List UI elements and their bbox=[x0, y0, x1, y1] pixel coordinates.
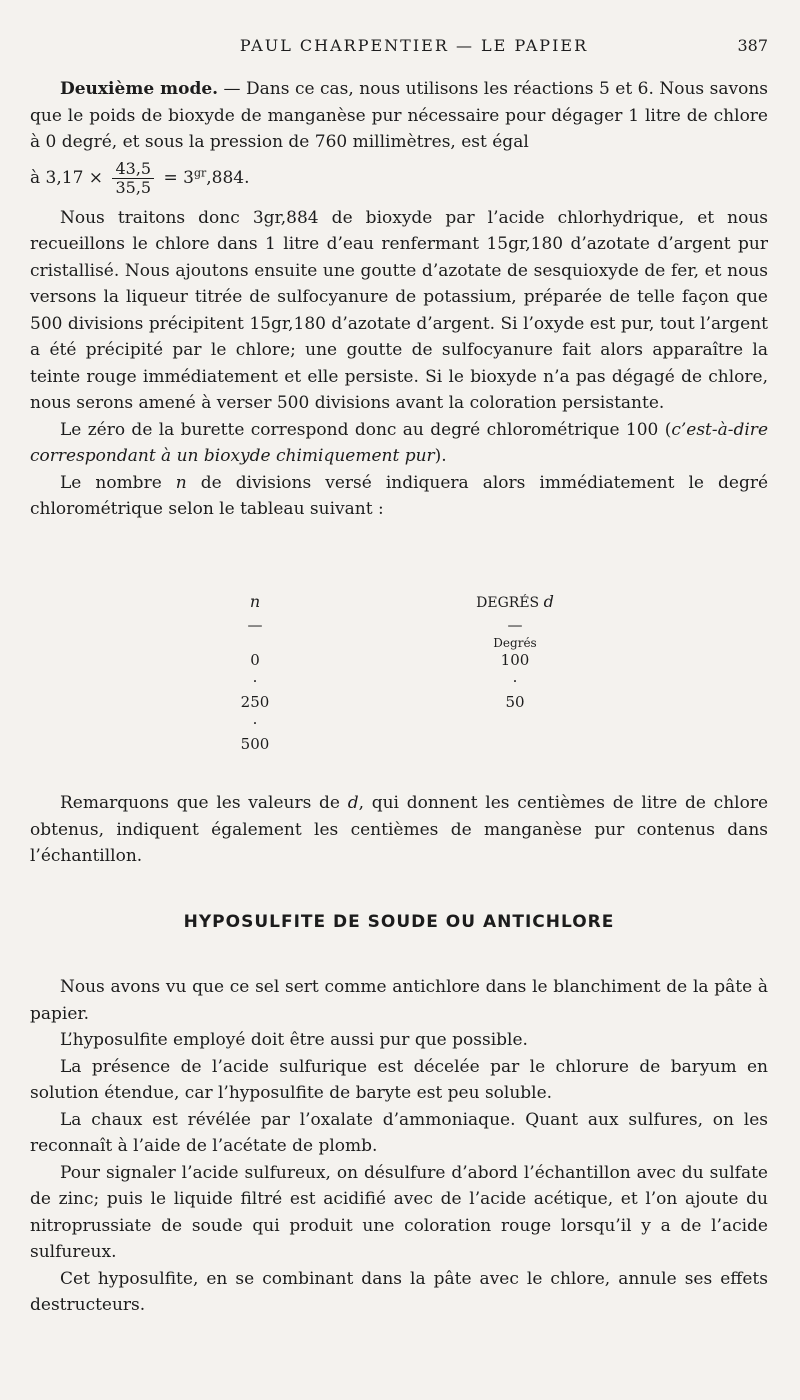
formula bbox=[30, 160, 768, 197]
column-header-d: DEGRÉS d bbox=[476, 592, 554, 611]
formula-equals: = 3 bbox=[163, 167, 194, 188]
table-column-d bbox=[460, 592, 570, 754]
table-cell bbox=[460, 734, 570, 754]
table-dot: · bbox=[252, 672, 258, 690]
paragraph-text: Remarquons que les valeurs de bbox=[60, 793, 348, 813]
formula-unit: gr bbox=[193, 165, 207, 179]
paragraph: Pour signaler l’acide sulfureux, on désulfure d’abord l’échantillon avec du sulfate de zinc; puis le liquide filtré est acidifié avec de l’acide acétique, et l’on ajoute du nitroprussiate de soude qui produit une coloration rouge lorsqu’il y a de l’acide sulfureux. bbox=[30, 1162, 768, 1262]
variable-n: n bbox=[175, 472, 187, 493]
unit-label: Degrés bbox=[493, 636, 537, 650]
table-cell: 500 bbox=[240, 735, 270, 753]
paragraph: Cet hyposulfite, en se combinant dans la pâte avec le chlore, annule ses effets destructeurs. bbox=[30, 1268, 768, 1315]
paragraph-text: de divisions versé indiquera alors immédiatement le degré chlorométrique selon le tableau suivant : bbox=[30, 472, 769, 519]
lower-text-block bbox=[30, 974, 768, 1319]
remark-block bbox=[30, 790, 768, 870]
table-cell: 100 bbox=[500, 651, 530, 669]
paragraph-remark bbox=[30, 790, 768, 870]
paragraph: La présence de l’acide sulfurique est décelée par le chlorure de baryum en solution étendue, car l’hyposulfite de baryte est peu soluble. bbox=[30, 1056, 768, 1103]
table-dot: · bbox=[512, 672, 518, 690]
table-column-n bbox=[210, 592, 300, 754]
page-number: 387 bbox=[737, 36, 768, 55]
formula-prefix: à 3,17 × bbox=[30, 167, 104, 188]
variable-d: d bbox=[347, 793, 359, 813]
paragraph-text: Le nombre bbox=[60, 472, 176, 493]
paragraph: Nous avons vu que ce sel sert comme antichlore dans le blanchiment de la pâte à papier. bbox=[30, 977, 768, 1024]
paragraph: La chaux est révélée par l’oxalate d’ammoniaque. Quant aux sulfures, on les reconnaît à l’aide de l’acétate de plomb. bbox=[30, 1109, 768, 1156]
fraction bbox=[112, 160, 154, 197]
paragraph-text: , qui donnent les centièmes de litre de chlore obtenus, indiquent également les centièmes de manganèse pur contenus dans l’échantillon. bbox=[30, 793, 769, 866]
table-dot: · bbox=[252, 714, 258, 732]
fraction-numerator: 43,5 bbox=[112, 160, 154, 179]
section-heading: HYPOSULFITE DE SOUDE OU ANTICHLORE bbox=[183, 912, 615, 932]
header-rule: — bbox=[247, 616, 263, 634]
correspondence-table bbox=[130, 592, 650, 767]
italic-text: c’est-à-dire correspondant à un bioxyde chimiquement pur bbox=[30, 419, 768, 466]
table-cell: 50 bbox=[505, 693, 525, 711]
running-header bbox=[60, 36, 768, 60]
upper-text-block bbox=[30, 76, 768, 523]
running-title: PAUL CHARPENTIER — LE PAPIER bbox=[239, 36, 589, 55]
paragraph-table-intro bbox=[30, 470, 768, 523]
column-header-n: n bbox=[249, 592, 261, 611]
table-cell: 0 bbox=[250, 651, 260, 669]
paragraph-text: — Dans ce cas, nous utilisons les réactions 5 et 6. Nous savons que le poids de bioxyde de manganèse pur nécessaire pour dégager 1 litre de chlore à 0 degré, et sous la pression de 760 millimètres, est égal bbox=[30, 79, 768, 152]
paragraph-deuxieme-mode bbox=[30, 76, 768, 156]
header-rule: — bbox=[507, 616, 523, 634]
runin-heading: Deuxième mode. bbox=[60, 79, 219, 99]
fraction-denominator: 35,5 bbox=[115, 177, 152, 197]
paragraph-procedure: Nous traitons donc 3gr,884 de bioxyde par l’acide chlorhydrique, et nous recueillons le chlore dans 1 litre d’eau renfermant 15gr,180 d’azotate d’argent pur cristallisé. Nous ajoutons ensuite une goutte d’azotate de sesquioxyde de fer, et nous versons la liqueur titrée de sulfocyanure de potassium, préparée de telle façon que 500 divisions précipitent 15gr,180 d’azotate d’argent. Si l’oxyde est pur, tout l’argent a été précipité par le chlore; une goutte de sulfocyanure fait alors apparaître la teinte rouge immédiatement et elle persiste. Si le bioxyde n’a pas dégagé de chlore, nous serons amené à verser 500 divisions avant la coloration persistante. bbox=[30, 207, 768, 413]
paragraph-burette-zero bbox=[30, 417, 768, 470]
paragraph: L’hyposulfite employé doit être aussi pur que possible. bbox=[60, 1030, 528, 1050]
paragraph-end: ). bbox=[434, 446, 447, 466]
paragraph-text: Le zéro de la burette correspond donc au degré chlorométrique 100 ( bbox=[60, 419, 672, 440]
table-cell: 250 bbox=[240, 693, 270, 711]
formula-result: ,884. bbox=[206, 167, 250, 188]
